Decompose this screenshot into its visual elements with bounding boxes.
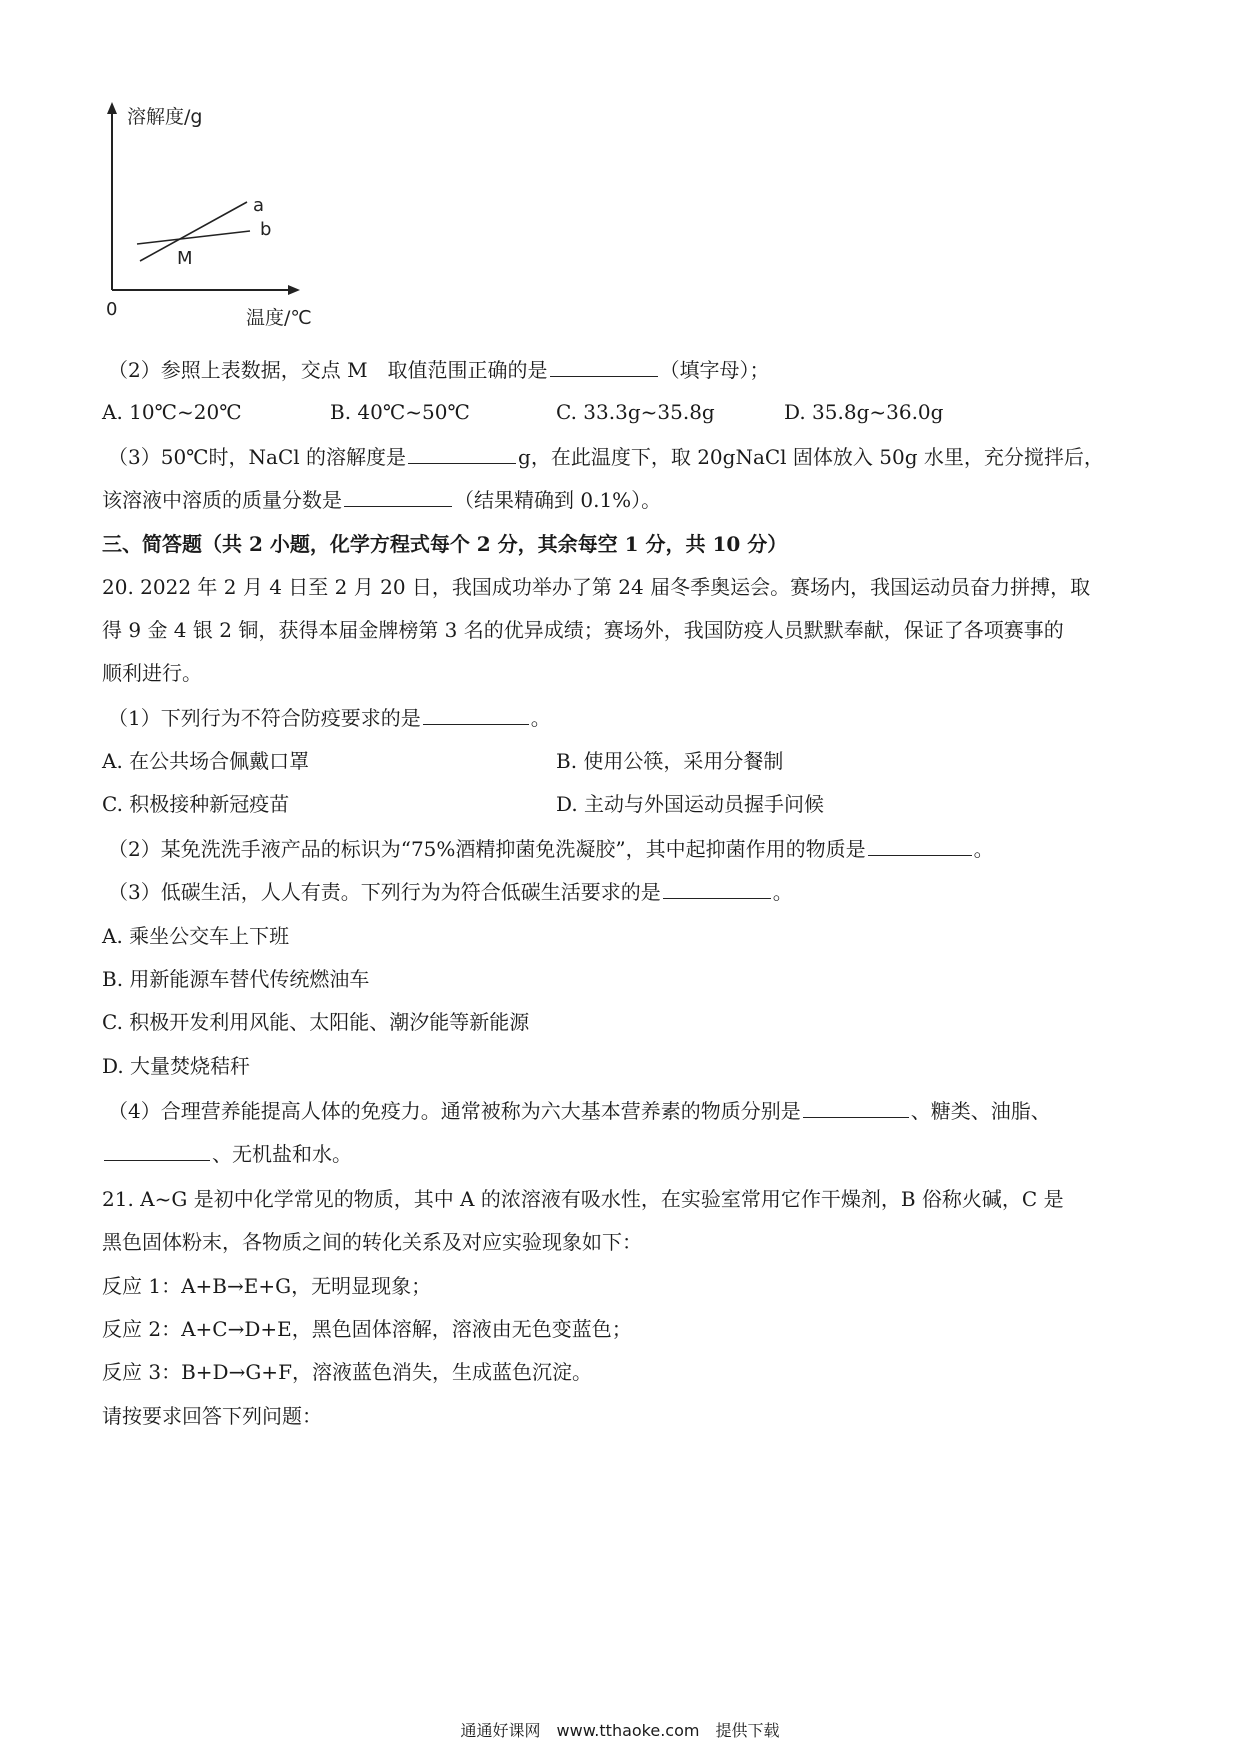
q20-p3-option-a: A. 乘坐公交车上下班 — [102, 924, 290, 948]
q20-part4-line2: 、无机盐和水。 — [102, 1140, 352, 1168]
solubility-graph — [100, 98, 360, 378]
q20-part3: （3）低碳生活，人人有责。下列行为为符合低碳生活要求的是 。 — [108, 880, 793, 904]
y-axis-arrow — [107, 102, 117, 114]
x-axis-label: 温度/℃ — [246, 307, 312, 329]
origin-label: 0 — [106, 299, 118, 320]
answer-blank[interactable] — [803, 1097, 909, 1118]
q19-part3-line1: （3）50℃时，NaCl 的溶解度是 g，在此温度下，取 20gNaCl 固体放入 50g 水里，充分搅拌后， — [108, 445, 1104, 469]
q19-part3-line2: 该溶液中溶质的质量分数是 （结果精确到 0.1%）。 — [102, 488, 662, 512]
q19-part2: （2）参照上表数据，交点 M 取值范围正确的是 （填字母）； — [108, 358, 770, 382]
answer-blank[interactable] — [408, 443, 516, 464]
q21-reaction3: 反应 3：B+D→G+F，溶液蓝色消失，生成蓝色沉淀。 — [102, 1360, 592, 1384]
q21-reaction2: 反应 2：A+C→D+E，黑色固体溶解，溶液由无色变蓝色； — [102, 1317, 632, 1341]
q20-p1-option-c: C. 积极接种新冠疫苗 — [102, 792, 290, 816]
q20-part4-line1: （4）合理营养能提高人体的免疫力。通常被称为六大基本营养素的物质分别是 、糖类、油脂、 — [108, 1099, 1051, 1123]
x-axis-arrow — [288, 285, 300, 295]
point-m-label: M — [177, 248, 193, 269]
q20-p1-option-a: A. 在公共场合佩戴口罩 — [102, 749, 310, 773]
answer-blank[interactable] — [104, 1140, 210, 1161]
q19-option-b: B. 40℃~50℃ — [330, 400, 470, 424]
q21-intro-line1: 21. A~G 是初中化学常见的物质，其中 A 的浓溶液有吸水性，在实验室常用它作干燥剂，B 俗称火碱，C 是 — [102, 1187, 1064, 1211]
q20-p3-option-d: D. 大量焚烧秸秆 — [102, 1054, 251, 1078]
q19-option-c: C. 33.3g~35.8g — [556, 400, 715, 424]
q20-part2: （2）某免洗洗手液产品的标识为“75%酒精抑菌免洗凝胶”，其中起抑菌作用的物质是 。 — [108, 837, 994, 861]
q20-intro-line2: 得 9 金 4 银 2 铜，获得本届金牌榜第 3 名的优异成绩；赛场外，我国防疫人员默默奉献，保证了各项赛事的 — [102, 618, 1064, 642]
answer-blank[interactable] — [344, 486, 452, 507]
q20-part1: （1）下列行为不符合防疫要求的是 。 — [108, 706, 551, 730]
q20-p1-option-b: B. 使用公筷，采用分餐制 — [556, 749, 784, 773]
q21-reaction1: 反应 1：A+B→E+G，无明显现象； — [102, 1274, 432, 1298]
q19-option-d: D. 35.8g~36.0g — [784, 400, 944, 424]
curve-b-label: b — [260, 219, 272, 240]
q19-option-a: A. 10℃~20℃ — [102, 400, 242, 424]
curve-a-label: a — [253, 195, 265, 216]
answer-blank[interactable] — [423, 704, 529, 725]
q21-prompt: 请按要求回答下列问题： — [102, 1404, 322, 1428]
answer-blank[interactable] — [868, 835, 972, 856]
answer-blank[interactable] — [550, 356, 658, 377]
answer-blank[interactable] — [663, 878, 771, 899]
curve-a — [140, 202, 247, 261]
q20-p1-option-d: D. 主动与外国运动员握手问候 — [556, 792, 825, 816]
curve-b — [137, 231, 250, 244]
q20-p3-option-c: C. 积极开发利用风能、太阳能、潮汐能等新能源 — [102, 1010, 530, 1034]
q20-intro-line1: 20. 2022 年 2 月 4 日至 2 月 20 日，我国成功举办了第 24 届冬季奥运会。赛场内，我国运动员奋力拼搏，取 — [102, 575, 1091, 599]
y-axis-label: 溶解度/g — [127, 106, 203, 128]
q20-intro-line3: 顺利进行。 — [102, 661, 202, 685]
q21-intro-line2: 黑色固体粉末，各物质之间的转化关系及对应实验现象如下： — [102, 1230, 642, 1254]
q20-p3-option-b: B. 用新能源车替代传统燃油车 — [102, 967, 370, 991]
section-heading: 三、简答题（共 2 小题，化学方程式每个 2 分，其余每空 1 分，共 10 分） — [102, 532, 788, 556]
page-footer: 通通好课网 www.tthaoke.com 提供下载 — [460, 1721, 780, 1740]
